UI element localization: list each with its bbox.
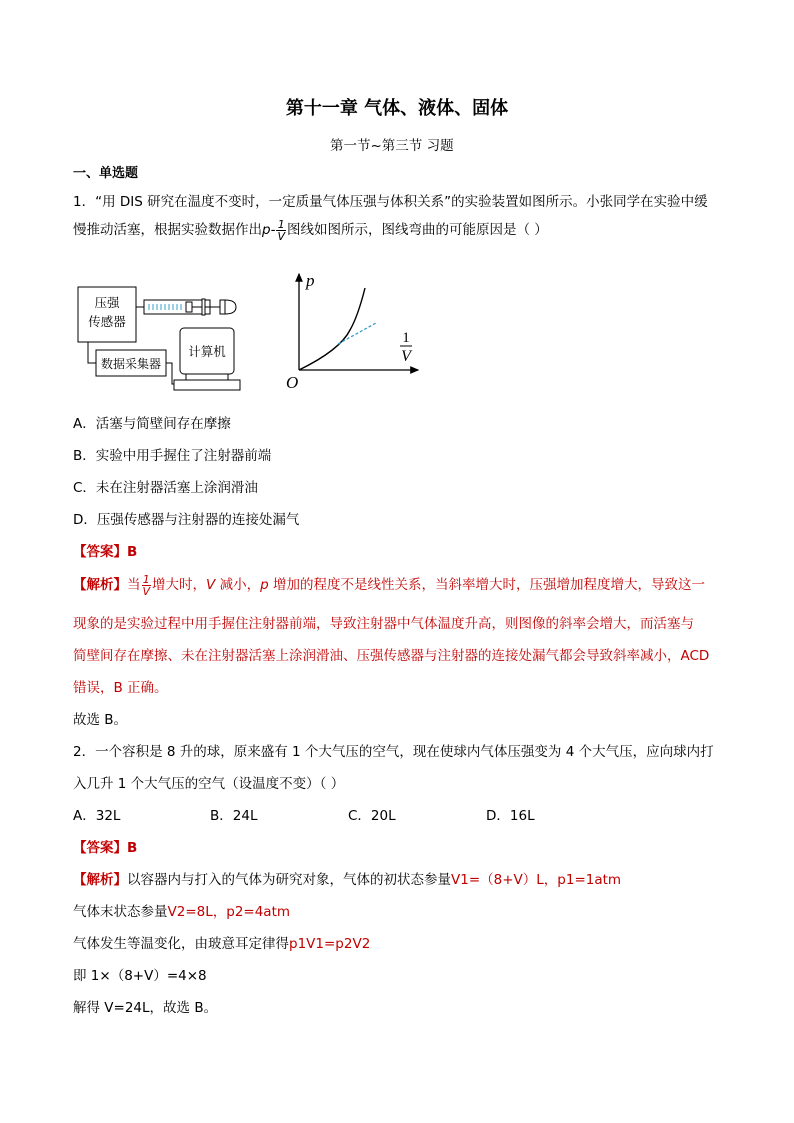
q2-analysis-line1: 【解析】以容器内与打入的气体为研究对象，气体的初状态参量V1=（8+V）L，p1=1atm [73, 872, 622, 888]
q1-analysis-line3: 简壁间存在摩擦、未在注射器活塞上涂润滑油、压强传感器与注射器的连接处漏气都会导致斜率减小，ACD [73, 648, 710, 664]
q2-stem-line2: 入几升 1 个大气压的空气（设温度不变）（ ） [73, 776, 345, 792]
q1-answer: 【答案】B [73, 544, 138, 560]
sensor-label-1: 压强 [94, 296, 120, 310]
q1-stem-line2: 慢推动活塞，根据实验数据作出p- $\frac{1}{V}$ 图线如图所示，图线弯曲的可能原因是（ ） [73, 217, 548, 243]
page-subtitle: 第一节~第三节 习题 [330, 138, 454, 154]
q2-option-b: B．24L [210, 808, 258, 824]
page-title: 第十一章 气体、液体、固体 [285, 98, 509, 119]
y-label: p [306, 271, 315, 290]
q2-option-a: A．32L [73, 808, 121, 824]
origin-label: O [286, 373, 299, 392]
computer-label: 计算机 [188, 345, 226, 359]
q1-stem-line1: 1．“用 DIS 研究在温度不变时，一定质量气体压强与体积关系”的实验装置如图所示。小张同学在实验中缓 [73, 194, 708, 210]
sensor-label-2: 传感器 [88, 315, 126, 329]
q1-option-b: B．实验中用手握住了注射器前端 [73, 448, 272, 464]
q2-analysis-line3: 气体发生等温变化，由玻意耳定律得p1V1=p2V2 [73, 936, 371, 952]
q1-option-a: A．活塞与简壁间存在摩擦 [73, 416, 231, 432]
x-label-den: V [401, 348, 411, 365]
q1-analysis-line1: 【解析】当 $\frac{1}{V}$ 增大时，V 减小，p 增加的程度不是线性关系，当斜率增大时，压强增加程度增大，导致这一 [73, 572, 705, 598]
q2-option-c: C．20L [348, 808, 396, 824]
q2-initial-state: V1=（8+V）L，p1=1atm [451, 872, 622, 888]
tangent-line [338, 323, 376, 344]
p-v-graph [280, 268, 425, 393]
q1-conclusion: 故选 B。 [73, 712, 128, 728]
q1-fraction: $\frac{1}{V}$ [277, 217, 285, 243]
apparatus-diagram [70, 280, 250, 395]
p-curve [299, 288, 365, 370]
q1-option-d: D．压强传感器与注射器的连接处漏气 [73, 512, 300, 528]
q2-boyle-law: p1V1=p2V2 [289, 936, 371, 952]
q2-analysis-line4: 即 1×（8+V）=4×8 [73, 968, 207, 984]
q2-analysis-line2: 气体末状态参量V2=8L，p2=4atm [73, 904, 291, 920]
q2-stem-line1: 2．一个容积是 8 升的球，原来盛有 1 个大气压的空气，现在使球内气体压强变为 4 个大气压，应向球内打 [73, 744, 714, 760]
collector-label: 数据采集器 [100, 357, 162, 371]
q2-analysis-line5: 解得 V=24L，故选 B。 [73, 1000, 218, 1016]
q2-option-d: D．16L [486, 808, 535, 824]
q1-option-c: C．未在注射器活塞上涂润滑油 [73, 480, 258, 496]
q1-analysis-line4: 错误，B 正确。 [73, 680, 168, 696]
q2-answer: 【答案】B [73, 840, 138, 856]
q2-final-state: V2=8L，p2=4atm [167, 904, 291, 920]
q1-analysis-line2: 现象的是实验过程中用手握住注射器前端，导致注射器中气体温度升高，则图像的斜率会增大，而活塞与 [73, 616, 694, 632]
section-heading: 一、单选题 [73, 166, 139, 181]
x-label-num: 1 [402, 330, 410, 346]
